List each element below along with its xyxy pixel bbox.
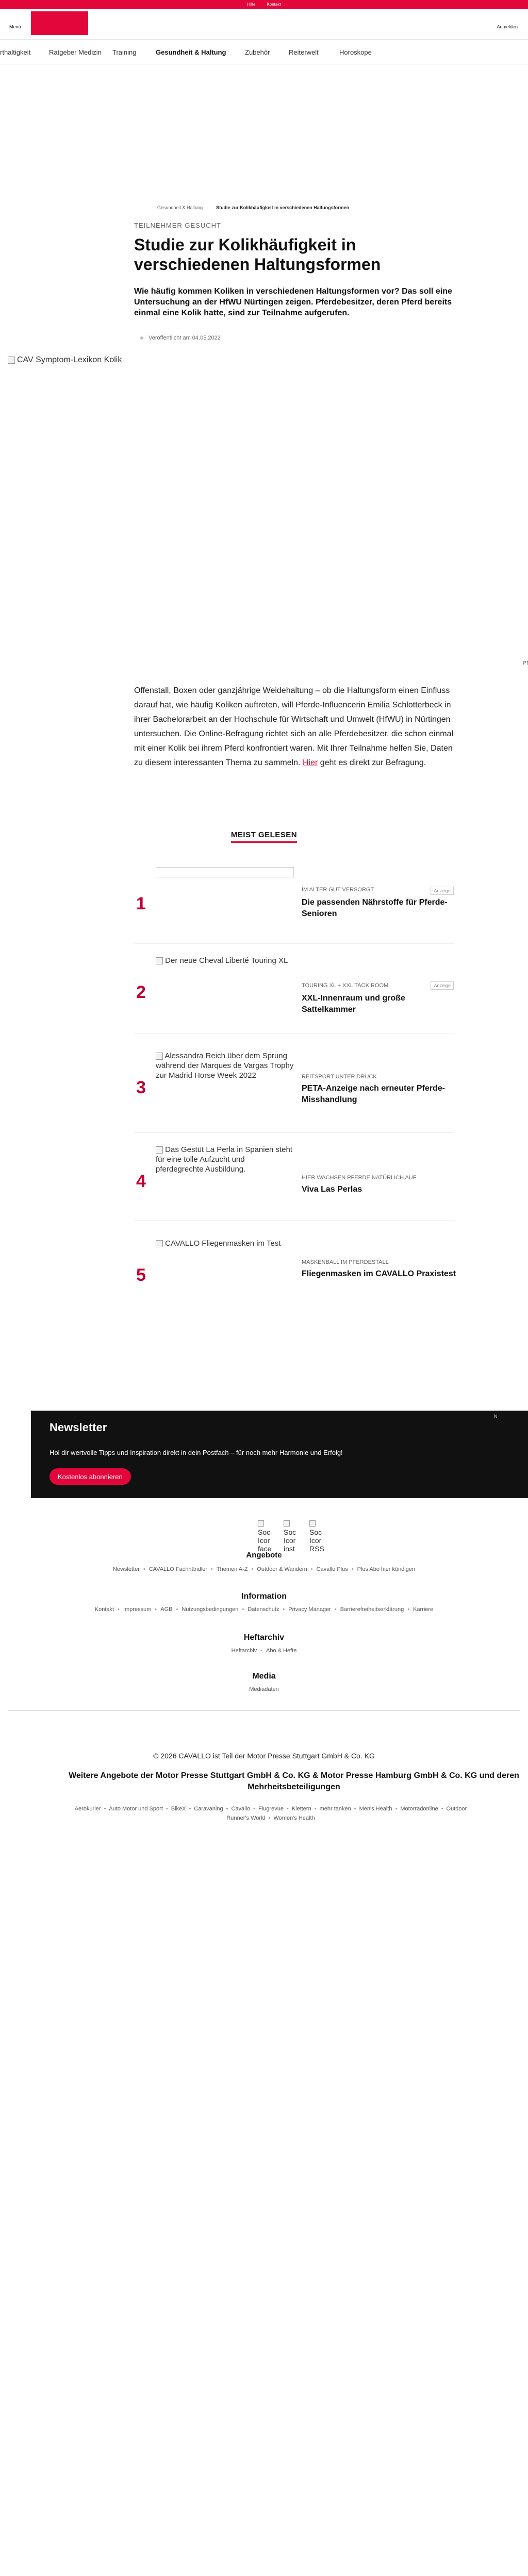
top-utility-bar [0,0,528,9]
footer-link[interactable]: Kontakt [94,1606,114,1613]
hero-image [8,355,528,665]
login-button[interactable]: Anmelden [497,24,518,29]
facebook-alt: Soc Icor face [258,1528,272,1553]
most-read-headline[interactable]: Viva Las Perlas [302,1185,362,1194]
most-read-image[interactable] [156,956,294,1023]
contact-link[interactable]: Kontakt [267,2,281,7]
footer-link[interactable]: Abo & Hefte [266,1648,297,1654]
broken-image-icon [284,1520,290,1527]
footer-link[interactable]: Karriere [413,1606,434,1613]
most-read-rank: 4 [136,1172,146,1191]
ad-badge: Anzeige [431,981,454,990]
nav-item-gesundheit-haltung[interactable]: Gesundheit & Haltung [156,48,226,56]
footer-link[interactable]: Privacy Manager [288,1606,331,1613]
brand-link[interactable]: Klettern [291,1806,311,1812]
brand-link[interactable]: Caravaning [194,1806,223,1812]
instagram-icon[interactable] [284,1520,299,1551]
footer-heftarchiv-links: Heftarchiv • Abo & Hefte [231,1648,297,1654]
footer-divider [8,1710,520,1711]
most-read-kicker: IM ALTER GUT VERSORGT [302,887,374,893]
most-read-image-alt: Alessandra Reich über dem Sprung während der Marques de Vargas Trophy zur Madrid Horse Week 2022 [156,1052,294,1080]
most-read-image[interactable] [156,1145,294,1212]
most-read-headline[interactable]: XXL-Innenraum und große Sattelkammer [302,994,405,1014]
survey-link[interactable]: Hier [302,758,318,767]
brand-link[interactable]: BikeX [171,1806,186,1812]
most-read-image-alt: CAVALLO Fliegenmasken im Test [165,1239,281,1248]
nav-item-zubehoer[interactable]: Zubehör [245,48,270,56]
broken-image-icon [156,1053,163,1060]
most-read-item[interactable] [134,1051,454,1128]
most-read-rank: 2 [136,982,146,1002]
breadcrumb-parent[interactable]: Gesundheit & Haltung [157,205,203,210]
brand-link[interactable]: Auto Motor und Sport [109,1806,163,1812]
most-read-rank: 5 [136,1265,146,1285]
site-header [0,9,528,40]
footer-link[interactable]: Barrierefreiheitserklärung [340,1606,404,1613]
brand-link[interactable]: Outdoor [446,1806,467,1812]
footer-heftarchiv-title: Heftarchiv [243,1633,285,1642]
item-divider [134,943,454,944]
hero-image-alt [8,355,122,365]
item-divider [134,1220,454,1221]
article-body-tail: geht es direkt zur Befragung. [318,758,426,767]
article-body-text: Offenstall, Boxen oder ganzjährige Weidehaltung – ob die Haltungsform einen Einfluss darauf hat, wie häufig Koliken auftreten, will Pferde-Influencerin Emilia Schlotterbeck in ihrer Bachelorarbeit an der Hochschule für Wirtschaft und Umwelt (HfWU) in Nürtingen untersuchen. Die Online-Befragung richtet sich an alle Pferdebesitzer, die schon einmal mit einer Kolik bei ihrem Pferd konfrontiert waren. Mit Ihrer Teilnahme helfen Sie, Daten zu diesem interessanten Thema zu sammeln. [134,686,454,767]
cavallo-logo[interactable] [31,11,88,35]
footer-link[interactable]: Mediadaten [249,1686,279,1692]
newsletter-text: Hol dir wertvolle Tipps und Inspiration direkt in dein Postfach – für noch mehr Harmonie und Erfolg! [50,1449,343,1456]
nav-item-ratgeber-medizin[interactable]: Ratgeber Medizin [49,48,102,56]
footer-information-links: Kontakt • Impressum • AGB • Nutzungsbedingungen • Datenschutz • Privacy Manager • Barrierefreiheitserklärung • Karriere [94,1606,434,1613]
footer-media-links [0,1686,528,1692]
footer-link[interactable]: AGB [160,1606,173,1613]
brand-link[interactable]: Cavallo [231,1806,251,1812]
brand-link[interactable]: Motorradonline [400,1806,438,1812]
footer-media-title: Media [252,1672,276,1681]
brand-link[interactable]: Men's Health [359,1806,392,1812]
footer-link[interactable]: Outdoor & Wandern [257,1566,307,1572]
most-read-item[interactable] [134,1239,454,1316]
newsletter-image [489,1411,528,1498]
most-read-kicker: MASKENBALL IM PFERDESTALL [302,1259,389,1265]
most-read-rank: 1 [136,894,146,913]
most-read-rank: 3 [136,1078,146,1097]
article-lead: Wie häufig kommen Koliken in verschiedenen Haltungsformen vor? Das soll eine Untersuchung an der HfWU Nürtingen zeigen. Pferdebesitzer, deren Pferd bereits einmal eine Kolik hatte, sind zur Teilnahme aufgerufen. [134,287,452,317]
ad-badge: Anzeige [431,887,454,895]
most-read-title [0,831,528,839]
most-read-kicker: HIER WACHSEN PFERDE NATÜRLICH AUF [302,1175,417,1181]
broken-image-icon [156,957,163,964]
footer-link[interactable]: Themen A-Z [216,1566,248,1572]
brand-link[interactable]: Women's Health [273,1815,315,1821]
most-read-image-alt: Der neue Cheval Liberté Touring XL [165,956,288,965]
social-links [258,1520,325,1551]
most-read-image[interactable] [156,1239,294,1306]
broken-image-icon [309,1520,316,1527]
nav-item-nachhaltigkeit[interactable]: rthaltigkeit [0,48,31,56]
hero-alt-text: CAV Symptom-Lexikon Kolik [17,355,122,364]
broken-image-icon [156,1240,163,1247]
most-read-item[interactable] [134,867,454,944]
footer-link[interactable]: Heftarchiv [231,1648,257,1654]
help-link[interactable]: Hilfe [247,2,256,7]
most-read-headline[interactable]: Fliegenmasken im CAVALLO Praxistest [302,1269,456,1278]
footer-angebote-links: Newsletter • CAVALLO Fachhändler • Themen A-Z • Outdoor & Wandern • Cavallo Plus • Plus Abo hier kündigen [112,1566,416,1572]
brand-link[interactable]: Aerokurier [74,1806,101,1812]
image-placeholder [156,867,294,877]
newsletter-box [31,1411,528,1498]
brand-link[interactable]: mehr tanken [319,1806,351,1812]
brand-link[interactable]: Runner's World [226,1815,266,1821]
rss-alt: Soc Icor RSS [309,1528,324,1553]
most-read-headline[interactable]: PETA-Anzeige nach erneuter Pferde-Misshandlung [302,1084,445,1104]
newsletter-subscribe-button[interactable]: Kostenlos abonnieren [50,1468,131,1485]
footer-link[interactable]: CAVALLO Fachhändler [148,1566,208,1572]
publish-date [140,335,221,341]
footer-angebote-title: Angebote [246,1551,282,1560]
rss-icon[interactable] [309,1520,325,1551]
item-divider [134,1132,454,1133]
publish-date-text: Veröffentlicht am 04.05.2022 [148,335,221,341]
author-avatar [140,336,143,340]
broken-image-icon [258,1520,264,1527]
most-read-title-text: MEIST GELESEN [231,831,297,843]
most-read-kicker: REITSPORT UNTER DRUCK [302,1074,377,1080]
breadcrumb-current: Studie zur Kolikhäufigkeit in verschiedenen Haltungsformen [216,205,350,210]
breadcrumb [157,205,349,210]
most-read-item[interactable] [134,956,454,1033]
brand-link[interactable]: Flugrevue [258,1806,284,1812]
newsletter-title: Newsletter [50,1421,107,1434]
menu-button[interactable]: Menü [9,24,21,29]
brands-title: Weitere Angebote der Motor Presse Stuttgart GmbH & Co. KG & Motor Presse Hamburg GmbH & Co. KG und deren Mehrheitsbeteiligungen [69,1771,519,1791]
footer-link[interactable]: Plus Abo hier kündigen [357,1566,416,1572]
footer-link[interactable]: Cavallo Plus [316,1566,348,1572]
main-nav [0,40,528,64]
most-read-image[interactable] [156,867,294,934]
hero-edge-label: Pf [523,660,528,666]
article-kicker: TEILNEHMER GESUCHT [134,222,221,229]
most-read-image-alt: Das Gestüt La Perla in Spanien steht für eine tolle Aufzucht und pferdegrechte Ausbildung. [156,1145,292,1174]
newsletter-image-alt: N [494,1414,498,1419]
broken-image-icon [156,1146,163,1154]
nav-item-training[interactable]: Training [112,48,137,56]
footer-link[interactable]: Datenschutz [248,1606,279,1613]
most-read-kicker: TOURING XL + XXL TACK ROOM [302,982,389,989]
facebook-icon[interactable] [258,1520,273,1551]
article-body [134,684,454,770]
most-read-image[interactable] [156,1051,294,1118]
most-read-item[interactable] [134,1145,454,1222]
most-read-headline[interactable]: Die passenden Nährstoffe für Pferde-Senioren [302,898,448,918]
article-headline: Studie zur Kolikhäufigkeit in verschiedenen Haltungsformen [134,235,381,274]
broken-image-icon [8,357,15,364]
brand-links: Aerokurier • Auto Motor und Sport • BikeX • Caravaning • Cavallo • Flugrevue • Klettern • mehr tanken • Men's Health • Motorradonline • Outdoor Runner's World • Women's Health [74,1806,467,1821]
footer-information-title: Information [241,1592,287,1601]
nav-item-horoskope[interactable]: Horoskope [339,48,372,56]
footer-link[interactable]: Newsletter [112,1566,140,1572]
footer-link[interactable]: Impressum [123,1606,152,1613]
instagram-alt: Soc Icor inst [284,1528,296,1553]
copyright: © 2026 CAVALLO ist Teil der Motor Presse Stuttgart GmbH & Co. KG [153,1752,375,1760]
footer-link[interactable]: Nutzungsbedingungen [182,1606,239,1613]
nav-item-reiterwelt[interactable]: Reiterwelt [289,48,319,56]
